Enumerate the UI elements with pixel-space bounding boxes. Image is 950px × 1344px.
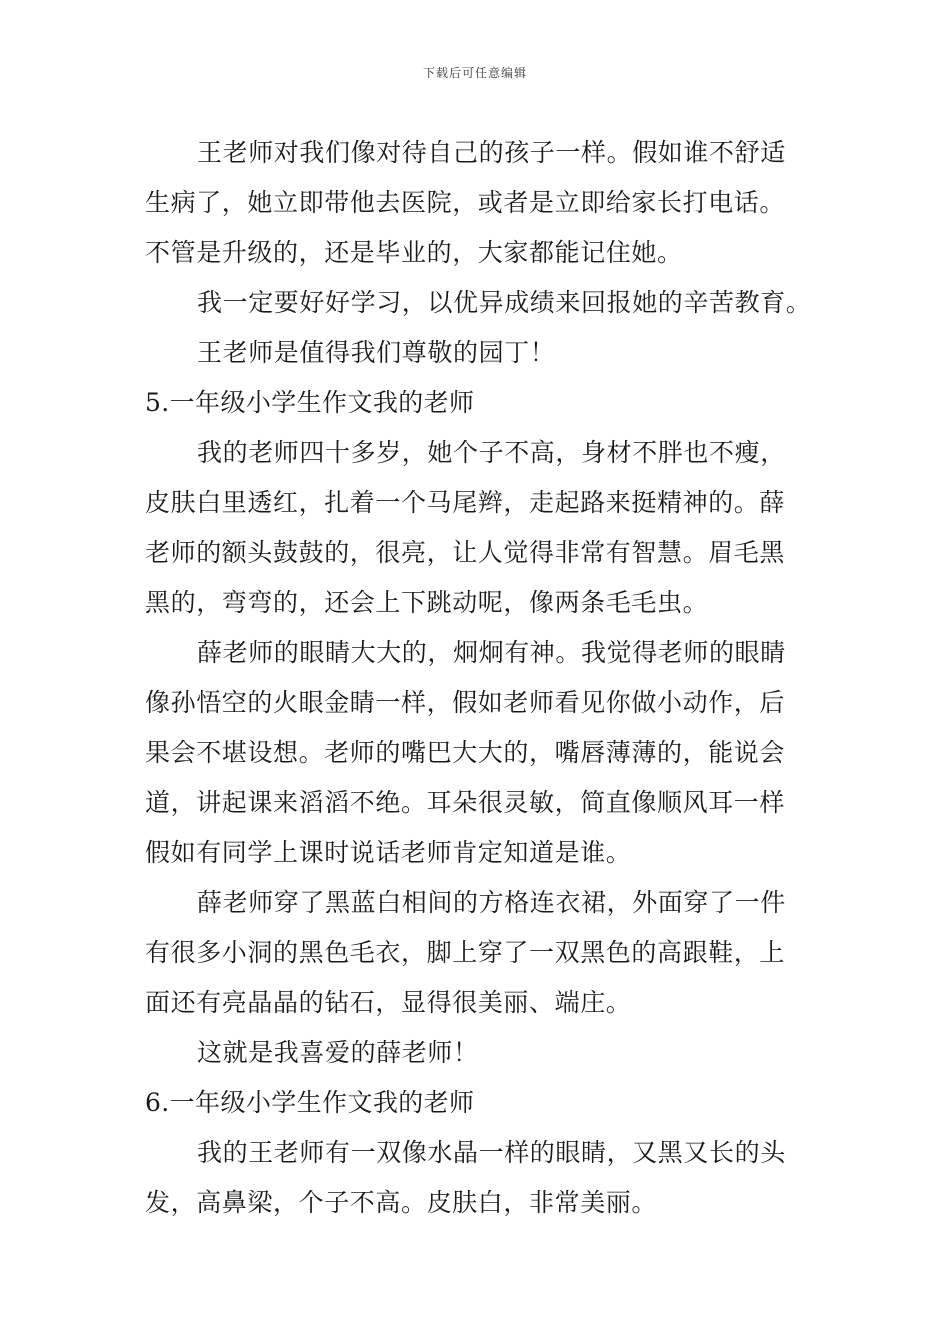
text-line: 有很多小洞的黑色毛衣，脚上穿了一双黑色的高跟鞋，上 [145, 938, 786, 967]
document-body [145, 128, 810, 1228]
text-line: 我一定要好好学习，以优异成绩来回报她的辛苦教育。 [197, 288, 812, 317]
text-line: 这就是我喜爱的薛老师！ [197, 1038, 479, 1067]
section-heading: 5.一年级小学生作文我的老师 [145, 388, 475, 417]
text-line: 黑的，弯弯的，还会上下跳动呢，像两条毛毛虫。 [145, 588, 709, 617]
header-note: 下载后可任意编辑 [422, 66, 527, 80]
text-line: 发，高鼻梁，个子不高。皮肤白，非常美丽。 [145, 1188, 658, 1217]
text-line: 道，讲起课来滔滔不绝。耳朵很灵敏，简直像顺风耳一样 [145, 788, 786, 817]
text-line: 我的老师四十多岁，她个子不高，身材不胖也不瘦， [197, 438, 786, 467]
text-line: 不管是升级的，还是毕业的，大家都能记住她。 [145, 238, 683, 267]
text-line: 王老师对我们像对待自己的孩子一样。假如谁不舒适 [197, 138, 786, 167]
text-line: 假如有同学上课时说话老师肯定知道是谁。 [145, 838, 632, 867]
section-heading: 6.一年级小学生作文我的老师 [145, 1088, 475, 1117]
text-line: 像孙悟空的火眼金睛一样，假如老师看见你做小动作，后 [145, 688, 786, 717]
text-line: 果会不堪设想。老师的嘴巴大大的，嘴唇薄薄的，能说会 [145, 738, 786, 767]
text-line: 王老师是值得我们尊敬的园丁！ [197, 338, 556, 367]
text-line: 我的王老师有一双像水晶一样的眼睛，又黑又长的头 [197, 1138, 786, 1167]
text-line: 生病了，她立即带他去医院，或者是立即给家长打电话。 [145, 188, 786, 217]
text-line: 薛老师的眼睛大大的，炯炯有神。我觉得老师的眼睛 [197, 638, 786, 667]
text-line: 老师的额头鼓鼓的，很亮，让人觉得非常有智慧。眉毛黑 [145, 538, 786, 567]
text-line: 皮肤白里透红，扎着一个马尾辫，走起路来挺精神的。薛 [145, 488, 786, 517]
text-line: 薛老师穿了黑蓝白相间的方格连衣裙，外面穿了一件 [197, 888, 786, 917]
text-line: 面还有亮晶晶的钻石，显得很美丽、端庄。 [145, 988, 632, 1017]
